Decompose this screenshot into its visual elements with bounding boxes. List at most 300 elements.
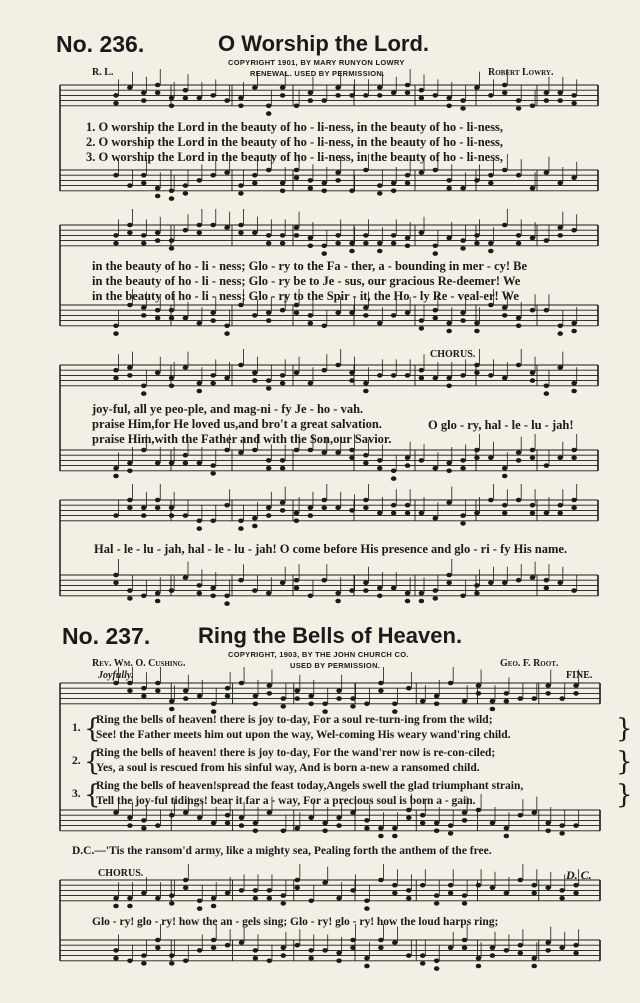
note-head — [474, 321, 480, 326]
note-head — [363, 506, 369, 511]
note-head — [169, 384, 175, 389]
note-head — [474, 583, 480, 588]
note-head — [253, 896, 259, 901]
note-head — [294, 519, 300, 524]
note-head — [113, 331, 119, 336]
note-head — [155, 316, 161, 321]
note-head — [252, 181, 258, 186]
note-head — [446, 573, 452, 578]
note-head — [169, 588, 175, 593]
note-head — [141, 448, 147, 453]
note-head — [294, 233, 300, 238]
note-head — [573, 951, 579, 956]
note-head — [141, 953, 147, 958]
note-head — [280, 308, 286, 313]
note-head — [530, 371, 536, 376]
note-head — [225, 694, 231, 699]
note-head — [294, 176, 300, 181]
note-head — [502, 91, 508, 96]
note-head — [197, 526, 203, 531]
note-head — [460, 373, 466, 378]
note-head — [210, 173, 216, 178]
note-head — [238, 191, 244, 196]
note-head — [141, 181, 147, 186]
note-head — [392, 891, 398, 896]
note-head — [113, 368, 119, 373]
hymn-237-chorus-lyrics: Glo - ry! glo - ry! how the an - gels sing; Glo - ry! glo - ry! how the loud harps ring; — [92, 916, 499, 928]
note-head — [474, 85, 480, 90]
note-head — [197, 948, 203, 953]
note-head — [183, 228, 189, 233]
note-head — [571, 329, 577, 334]
note-head — [183, 191, 189, 196]
note-head — [516, 106, 522, 111]
note-head — [210, 373, 216, 378]
note-head — [294, 886, 300, 891]
note-head — [252, 448, 258, 453]
note-head — [321, 181, 327, 186]
note-head — [502, 474, 508, 479]
note-head — [378, 834, 384, 839]
note-head — [420, 953, 426, 958]
note-head — [557, 456, 563, 461]
note-head — [462, 901, 468, 906]
note-head — [281, 704, 287, 709]
note-head — [335, 311, 341, 316]
note-head — [378, 689, 384, 694]
note-head — [280, 381, 286, 386]
note-head — [322, 880, 328, 885]
note-head — [197, 816, 203, 821]
note-head — [238, 519, 244, 524]
note-head — [545, 821, 551, 826]
note-head — [377, 321, 383, 326]
note-head — [364, 906, 370, 911]
note-head — [224, 376, 230, 381]
note-head — [364, 702, 370, 707]
note-head — [225, 943, 231, 948]
note-head — [266, 386, 272, 391]
note-head — [530, 378, 536, 383]
note-head — [253, 956, 259, 961]
note-head — [434, 901, 440, 906]
note-head — [281, 829, 287, 834]
note-head — [488, 581, 494, 586]
note-head — [336, 696, 342, 701]
note-head — [504, 891, 510, 896]
note-head — [419, 591, 425, 596]
note-head — [434, 702, 440, 707]
note-head — [377, 594, 383, 599]
note-head — [321, 324, 327, 329]
note-head — [252, 371, 258, 376]
note-head — [211, 938, 217, 943]
note-head — [419, 599, 425, 604]
note-head — [530, 236, 536, 241]
note-head — [169, 461, 175, 466]
note-head — [557, 331, 563, 336]
note-head — [516, 241, 522, 246]
note-head — [336, 959, 342, 964]
note-head — [197, 519, 203, 524]
note-head — [571, 588, 577, 593]
note-head — [224, 331, 230, 336]
note-head — [335, 170, 341, 175]
hymn-237-title: Ring the Bells of Heaven. — [198, 623, 463, 648]
note-head — [364, 956, 370, 961]
note-head — [434, 694, 440, 699]
note-head — [183, 689, 189, 694]
note-head — [238, 526, 244, 531]
note-head — [141, 594, 147, 599]
note-head — [377, 249, 383, 254]
note-head — [350, 938, 356, 943]
hymn-237-dc-mark: D. C. — [566, 868, 592, 882]
hymn-236-title: O Worship the Lord. — [218, 31, 430, 56]
note-head — [308, 91, 314, 96]
note-head — [502, 511, 508, 516]
note-head — [530, 575, 536, 580]
note-head — [280, 241, 286, 246]
note-head — [183, 461, 189, 466]
note-head — [377, 466, 383, 471]
note-head — [141, 818, 147, 823]
note-head — [210, 223, 216, 228]
note-head — [502, 83, 508, 88]
note-head — [377, 85, 383, 90]
note-head — [420, 821, 426, 826]
note-head — [155, 896, 161, 901]
note-head — [349, 311, 355, 316]
note-head — [169, 246, 175, 251]
note-head — [504, 699, 510, 704]
note-head — [155, 231, 161, 236]
note-head — [335, 85, 341, 90]
note-head — [405, 591, 411, 596]
note-head — [253, 694, 259, 699]
note-head — [155, 371, 161, 376]
note-head — [544, 91, 550, 96]
note-head — [419, 326, 425, 331]
note-head — [460, 238, 466, 243]
note-head — [308, 178, 314, 183]
note-head — [294, 511, 300, 516]
note-head — [280, 93, 286, 98]
verse-line: Ring the bells of heaven! there is joy to-day, For a soul re-turn-ing from the wild; — [96, 714, 493, 726]
note-head — [169, 308, 175, 313]
note-head — [405, 181, 411, 186]
note-head — [434, 966, 440, 971]
note-head — [294, 878, 300, 883]
note-head — [183, 513, 189, 518]
note-head — [266, 466, 272, 471]
note-head — [294, 826, 300, 831]
note-head — [141, 305, 147, 310]
note-head — [321, 506, 327, 511]
note-head — [238, 104, 244, 109]
note-head — [434, 959, 440, 964]
note-head — [530, 104, 536, 109]
note-head — [448, 891, 454, 896]
note-head — [530, 503, 536, 508]
note-head — [197, 461, 203, 466]
note-head — [294, 578, 300, 583]
note-head — [183, 316, 189, 321]
note-head — [488, 181, 494, 186]
note-head — [516, 363, 522, 368]
note-head — [571, 321, 577, 326]
note-head — [363, 389, 369, 394]
note-head — [378, 938, 384, 943]
note-head — [559, 896, 565, 901]
note-head — [530, 511, 536, 516]
note-head — [559, 888, 565, 893]
note-head — [363, 305, 369, 310]
note-head — [433, 516, 439, 521]
note-head — [405, 83, 411, 88]
lyric-line: 2. O worship the Lord in the beauty of ho - li-ness, in the beauty of ho - li-ness, — [86, 135, 504, 149]
lyric-line: 3. O worship the Lord in the beauty of ho - li-ness, in the beauty of ho - li-ness, — [86, 150, 504, 164]
hymn-236-composer: Robert Lowry. — [488, 67, 554, 78]
note-head — [474, 178, 480, 183]
hymn-237-permission: USED BY PERMISSION. — [290, 661, 381, 670]
note-head — [545, 691, 551, 696]
note-head — [544, 308, 550, 313]
note-head — [113, 241, 119, 246]
note-head — [267, 691, 273, 696]
note-head — [462, 893, 468, 898]
note-head — [406, 888, 412, 893]
note-head — [211, 946, 217, 951]
note-head — [294, 586, 300, 591]
note-head — [308, 513, 314, 518]
note-head — [127, 85, 133, 90]
note-head — [502, 503, 508, 508]
note-head — [420, 883, 426, 888]
note-head — [377, 373, 383, 378]
note-head — [419, 96, 425, 101]
note-head — [448, 883, 454, 888]
note-head — [266, 513, 272, 518]
note-head — [169, 104, 175, 109]
note-head — [557, 225, 563, 230]
note-head — [377, 93, 383, 98]
note-head — [321, 498, 327, 503]
note-head — [238, 450, 244, 455]
note-head — [391, 476, 397, 481]
note-head — [141, 98, 147, 103]
note-head — [474, 329, 480, 334]
note-head — [308, 381, 314, 386]
note-head — [545, 948, 551, 953]
note-head — [321, 578, 327, 583]
note-head — [530, 448, 536, 453]
note-head — [113, 474, 119, 479]
note-head — [391, 241, 397, 246]
note-head — [559, 696, 565, 701]
note-head — [531, 883, 537, 888]
note-head — [224, 594, 230, 599]
note-head — [448, 823, 454, 828]
note-head — [363, 498, 369, 503]
note-head — [322, 829, 328, 834]
note-head — [460, 458, 466, 463]
note-head — [266, 506, 272, 511]
note-head — [557, 233, 563, 238]
note-head — [281, 901, 287, 906]
note-head — [377, 511, 383, 516]
note-head — [183, 453, 189, 458]
note-head — [155, 83, 161, 88]
note-head — [460, 311, 466, 316]
note-head — [155, 308, 161, 313]
note-head — [169, 699, 175, 704]
note-head — [544, 170, 550, 175]
note-head — [210, 311, 216, 316]
note-head — [460, 106, 466, 111]
note-head — [239, 681, 245, 686]
note-head — [266, 378, 272, 383]
note-head — [364, 964, 370, 969]
note-head — [294, 689, 300, 694]
note-head — [516, 458, 522, 463]
note-head — [488, 456, 494, 461]
note-head — [113, 896, 119, 901]
note-head — [127, 904, 133, 909]
note-head — [434, 821, 440, 826]
note-head — [113, 233, 119, 238]
note-head — [183, 696, 189, 701]
lyric-line: praise Him,for He loved us,and bro't a great salvation. — [92, 417, 382, 431]
verse-1 — [72, 714, 632, 747]
note-head — [225, 686, 231, 691]
note-head — [544, 463, 550, 468]
note-head — [531, 956, 537, 961]
note-head — [349, 508, 355, 513]
lyric-line: praise Him,with the Father and with the Son,our Savior. — [92, 432, 392, 446]
note-head — [308, 448, 314, 453]
hymn-236-system-2-lyrics — [92, 259, 527, 304]
note-head — [502, 581, 508, 586]
note-head — [308, 816, 314, 821]
note-head — [557, 365, 563, 370]
note-head — [502, 168, 508, 173]
note-head — [377, 191, 383, 196]
hymn-236-number: No. 236. — [56, 31, 145, 57]
note-head — [210, 463, 216, 468]
note-head — [571, 176, 577, 181]
note-head — [253, 821, 259, 826]
note-head — [141, 384, 147, 389]
note-head — [391, 313, 397, 318]
note-head — [363, 381, 369, 386]
note-head — [197, 899, 203, 904]
note-head — [113, 324, 119, 329]
note-head — [405, 463, 411, 468]
note-head — [141, 506, 147, 511]
note-head — [446, 384, 452, 389]
note-head — [405, 373, 411, 378]
verse-line: Ring the bells of heaven! there is joy to-day, For the wand'rer now is re-con-ciled; — [96, 747, 496, 759]
note-head — [391, 373, 397, 378]
note-head — [211, 904, 217, 909]
note-head — [571, 498, 577, 503]
note-head — [224, 503, 230, 508]
note-head — [573, 943, 579, 948]
verse-number: 1. — [72, 722, 81, 734]
note-head — [197, 231, 203, 236]
note-head — [308, 694, 314, 699]
verse-2 — [72, 747, 632, 780]
note-head — [281, 696, 287, 701]
lyric-line: in the beauty of ho - li - ness; Glo - ry be to Je - sus, our gracious Re-deemer! We — [92, 274, 521, 288]
note-head — [321, 189, 327, 194]
note-head — [308, 313, 314, 318]
hymn-237-verses — [72, 714, 632, 813]
note-head — [573, 691, 579, 696]
note-head — [183, 878, 189, 883]
note-head — [571, 448, 577, 453]
note-head — [224, 324, 230, 329]
note-head — [516, 578, 522, 583]
note-head — [280, 373, 286, 378]
note-head — [238, 96, 244, 101]
note-head — [113, 93, 119, 98]
note-head — [364, 826, 370, 831]
note-head — [113, 681, 119, 686]
note-head — [225, 813, 231, 818]
note-head — [419, 458, 425, 463]
note-head — [571, 228, 577, 233]
note-head — [266, 311, 272, 316]
note-head — [113, 956, 119, 961]
note-head — [155, 186, 161, 191]
note-head — [280, 466, 286, 471]
note-head — [211, 896, 217, 901]
note-head — [391, 586, 397, 591]
note-head — [406, 953, 412, 958]
note-head — [252, 231, 258, 236]
note-head — [391, 189, 397, 194]
note-head — [281, 893, 287, 898]
verse-line: See! the Father meets him out upon the way, Wel-coming His weary wand'ring child. — [96, 729, 511, 741]
note-head — [155, 591, 161, 596]
note-head — [210, 594, 216, 599]
note-head — [155, 498, 161, 503]
note-head — [280, 181, 286, 186]
note-head — [363, 581, 369, 586]
note-head — [252, 313, 258, 318]
hymn-237-tempo: Joyfully. — [98, 670, 134, 681]
note-head — [141, 826, 147, 831]
note-head — [349, 371, 355, 376]
note-head — [280, 581, 286, 586]
note-head — [266, 318, 272, 323]
note-head — [545, 886, 551, 891]
note-head — [476, 691, 482, 696]
note-head — [127, 959, 133, 964]
note-head — [127, 588, 133, 593]
note-head — [446, 96, 452, 101]
note-head — [391, 503, 397, 508]
hymn-237-dc-line: D.C.—'Tis the ransom'd army, like a mighty sea, Pealing forth the anthem of the free. — [72, 845, 492, 857]
note-head — [169, 189, 175, 194]
note-head — [363, 453, 369, 458]
note-head — [335, 506, 341, 511]
note-head — [476, 964, 482, 969]
note-head — [141, 91, 147, 96]
note-head — [405, 311, 411, 316]
